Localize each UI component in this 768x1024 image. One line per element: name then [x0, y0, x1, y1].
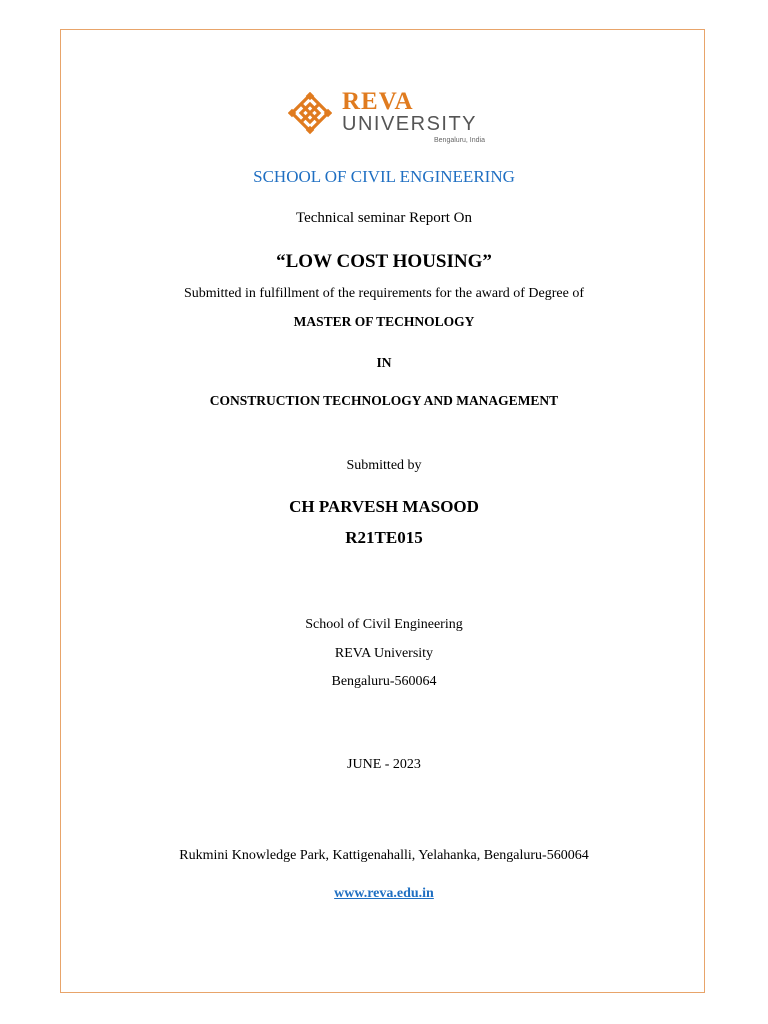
in-text: IN: [376, 355, 392, 370]
student-registration-number: R21TE015: [345, 528, 423, 547]
fulfillment-text: Submitted in fulfillment of the requirements for the award of Degree of: [183, 286, 585, 301]
website-line: [0, 886, 768, 902]
reva-university-logo: [288, 88, 488, 148]
campus-address: Rukmini Knowledge Park, Kattigenahalli, Yelahanka, Bengaluru-560064: [179, 848, 589, 863]
endless-knot-icon: [288, 92, 332, 136]
submission-date: JUNE - 2023: [347, 757, 421, 772]
institution-city: Bengaluru-560064: [331, 674, 437, 689]
report-type: Technical seminar Report On: [296, 210, 472, 226]
website-link[interactable]: www.reva.edu.in: [334, 886, 434, 901]
report-title: “LOW COST HOUSING”: [276, 251, 492, 272]
school-heading: SCHOOL OF CIVIL ENGINEERING: [253, 167, 515, 186]
degree-name: MASTER OF TECHNOLOGY: [293, 314, 475, 329]
logo-location: Bengaluru, India: [434, 137, 485, 144]
logo-name-reva: REVA: [342, 88, 414, 115]
logo-name-university: UNIVERSITY: [342, 113, 478, 135]
specialization: CONSTRUCTION TECHNOLOGY AND MANAGEMENT: [209, 393, 559, 408]
student-name: CH PARVESH MASOOD: [289, 497, 479, 516]
institution-school: School of Civil Engineering: [305, 617, 463, 632]
institution-university: REVA University: [334, 646, 434, 661]
submitted-by-label: Submitted by: [346, 458, 422, 473]
